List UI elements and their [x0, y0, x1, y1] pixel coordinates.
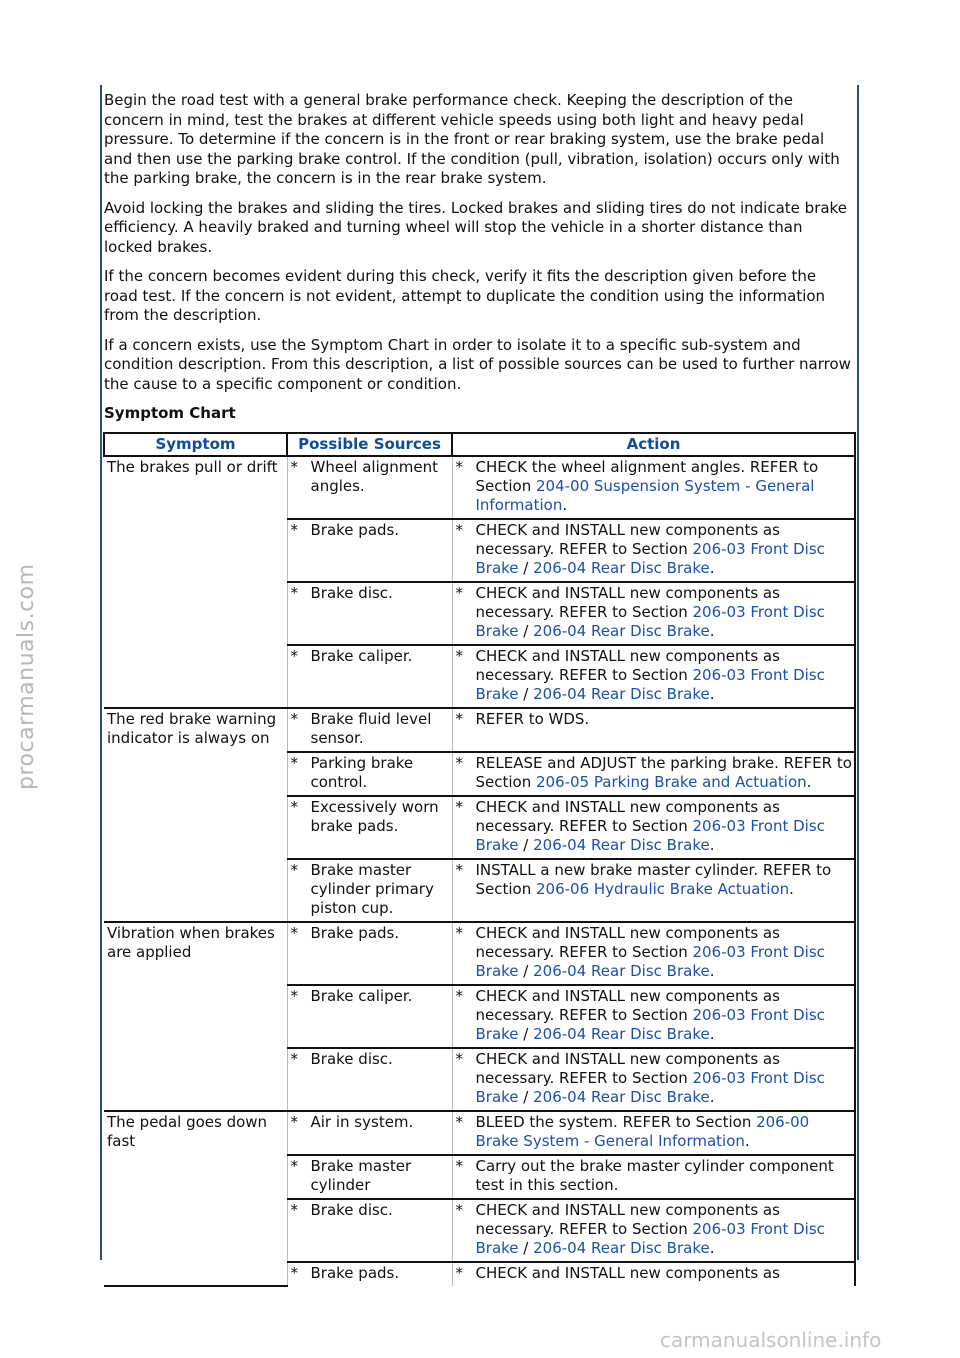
bullet-star: * [290, 754, 298, 772]
action [456, 710, 853, 729]
page-content [104, 91, 854, 1287]
section-link[interactable]: 206-04 Rear Disc Brake [533, 1088, 710, 1106]
action-text: INSTALL a new brake master cylinder. REFER to Section 206-06 Hydraulic Brake Actuation. [475, 861, 832, 898]
possible-source-cell [287, 1155, 452, 1199]
bullet-star: * [455, 1050, 463, 1068]
action-text: CHECK and INSTALL new components as necessary. REFER to Section 206-03 Front Disc Brake / 206-04 Rear Disc Brake. [475, 1050, 825, 1106]
bullet-star: * [455, 521, 463, 539]
possible-source-text: Brake master cylinder primary piston cup. [310, 861, 434, 917]
bullet-star: * [290, 924, 298, 942]
possible-source [291, 647, 450, 666]
action [456, 987, 853, 1044]
action [456, 861, 853, 899]
symptom-cell: The pedal goes down fast [104, 1111, 287, 1286]
bullet-star: * [290, 798, 298, 816]
possible-source [291, 521, 450, 540]
right-page-rule [857, 85, 859, 1260]
section-link[interactable]: 206-04 Rear Disc Brake [533, 836, 710, 854]
section-link[interactable]: 206-00 Brake System - General Information [475, 1113, 810, 1150]
header-possible-sources: Possible Sources [287, 433, 452, 456]
possible-source [291, 861, 450, 918]
possible-source [291, 584, 450, 603]
bullet-star: * [455, 1201, 463, 1219]
bullet-star: * [455, 1264, 463, 1282]
section-link[interactable]: 206-03 Front Disc Brake [475, 817, 825, 854]
table-row [104, 922, 855, 985]
possible-source [291, 1050, 450, 1069]
possible-source-text: Brake disc. [310, 584, 393, 602]
possible-source-text: Brake disc. [310, 1050, 393, 1068]
action-text: CHECK and INSTALL new components as necessary. REFER to Section 206-03 Front Disc Brake / 206-04 Rear Disc Brake. [475, 1201, 825, 1257]
symptom-cell: Vibration when brakes are applied [104, 922, 287, 1111]
action [456, 1050, 853, 1107]
possible-source-text: Wheel alignment angles. [310, 458, 439, 495]
action-text: CHECK and INSTALL new components as necessary. REFER to Section 206-03 Front Disc Brake / 206-04 Rear Disc Brake. [475, 647, 825, 703]
possible-source-cell [287, 708, 452, 752]
bullet-star: * [290, 584, 298, 602]
possible-source [291, 754, 450, 792]
bullet-star: * [455, 458, 463, 476]
action [456, 521, 853, 578]
section-link[interactable]: 206-04 Rear Disc Brake [533, 685, 710, 703]
intro-paragraph-3: If the concern becomes evident during this check, verify it fits the description given before the road test. If the concern is not evident, attempt to duplicate the condition using the information from the description. [104, 267, 826, 324]
section-link[interactable]: 206-03 Front Disc Brake [475, 1069, 825, 1106]
section-link[interactable]: 206-04 Rear Disc Brake [533, 1239, 710, 1257]
action-cell [452, 796, 855, 859]
symptom-chart-heading: Symptom Chart [104, 404, 236, 422]
symptom-cell: The brakes pull or drift [104, 456, 287, 708]
bullet-star: * [290, 521, 298, 539]
action-text: CHECK and INSTALL new components as necessary. REFER to Section 206-03 Front Disc Brake / 206-04 Rear Disc Brake. [475, 924, 825, 980]
possible-source-text: Brake caliper. [310, 987, 413, 1005]
action-cell [452, 582, 855, 645]
action-cell [452, 1262, 855, 1286]
action-cell [452, 1111, 855, 1155]
action [456, 584, 853, 641]
section-link[interactable]: 206-05 Parking Brake and Actuation [536, 773, 807, 791]
section-link[interactable]: 206-04 Rear Disc Brake [533, 1025, 710, 1043]
action [456, 1113, 853, 1151]
action-text: CHECK and INSTALL new components as necessary. REFER to Section 206-03 Front Disc Brake / 206-04 Rear Disc Brake. [475, 584, 825, 640]
possible-source-cell [287, 456, 452, 519]
bullet-star: * [290, 987, 298, 1005]
action-cell [452, 752, 855, 796]
bullet-star: * [455, 710, 463, 728]
possible-source-cell [287, 922, 452, 985]
bullet-star: * [290, 1201, 298, 1219]
table-row [104, 708, 855, 752]
symptom-cell: The red brake warning indicator is always on [104, 708, 287, 922]
possible-source-text: Brake pads. [310, 1264, 400, 1282]
table-header-row [104, 433, 855, 456]
intro-paragraph-1: Begin the road test with a general brake performance check. Keeping the description of the concern in mind, test the brakes at different vehicle speeds using both light and heavy pedal pressure. To determine if the concern is in the front or rear braking system, use the brake pedal and then use the parking brake control. If the condition (pull, vibration, isolation) occurs only with the parking brake, the concern is in the rear brake system. [104, 91, 840, 187]
side-watermark: procarmanuals.com [14, 563, 39, 790]
action [456, 1264, 853, 1283]
section-link[interactable]: 206-04 Rear Disc Brake [533, 559, 710, 577]
section-link[interactable]: 206-03 Front Disc Brake [475, 1220, 825, 1257]
possible-source-text: Brake fluid level sensor. [310, 710, 432, 747]
possible-source-cell [287, 796, 452, 859]
possible-source [291, 1157, 450, 1195]
possible-source [291, 798, 450, 836]
section-link[interactable]: 206-04 Rear Disc Brake [533, 622, 710, 640]
section-link[interactable]: 206-03 Front Disc Brake [475, 666, 825, 703]
action [456, 458, 853, 515]
action [456, 924, 853, 981]
action-cell [452, 456, 855, 519]
intro-paragraph-4: If a concern exists, use the Symptom Chart in order to isolate it to a specific sub-system and condition description. From this description, a list of possible sources can be used to further narrow the cause to a specific component or condition. [104, 335, 851, 393]
possible-source-text: Brake pads. [310, 924, 400, 942]
action-cell [452, 1155, 855, 1199]
bullet-star: * [455, 798, 463, 816]
possible-source [291, 924, 450, 943]
action-cell [452, 859, 855, 922]
table-body [104, 456, 855, 1286]
bullet-star: * [290, 1113, 298, 1131]
possible-source [291, 458, 450, 496]
bullet-star: * [290, 1264, 298, 1282]
section-link[interactable]: 206-03 Front Disc Brake [475, 603, 825, 640]
possible-source-cell [287, 582, 452, 645]
action-text: RELEASE and ADJUST the parking brake. REFER to Section 206-05 Parking Brake and Actuation. [475, 754, 852, 791]
possible-source-cell [287, 985, 452, 1048]
action-cell [452, 519, 855, 582]
action-cell [452, 1199, 855, 1262]
header-symptom: Symptom [104, 433, 287, 456]
bullet-star: * [290, 458, 298, 476]
action-text: CHECK and INSTALL new components as necessary. REFER to Section 206-03 Front Disc Brake / 206-04 Rear Disc Brake. [475, 521, 825, 577]
section-link[interactable]: 206-03 Front Disc Brake [475, 943, 825, 980]
action-cell [452, 985, 855, 1048]
possible-source-cell [287, 645, 452, 708]
possible-source-text: Air in system. [310, 1113, 414, 1131]
table-row [104, 456, 855, 519]
bullet-star: * [455, 754, 463, 772]
header-action: Action [452, 433, 855, 456]
bullet-star: * [455, 584, 463, 602]
possible-source-text: Brake master cylinder [310, 1157, 412, 1194]
possible-source-text: Brake pads. [310, 521, 400, 539]
action [456, 754, 853, 792]
table-row [104, 1111, 855, 1155]
possible-source-text: Excessively worn brake pads. [310, 798, 439, 835]
action [456, 1157, 853, 1195]
possible-source-cell [287, 859, 452, 922]
action-text: CHECK and INSTALL new components as necessary. REFER to Section 206-03 Front Disc Brake / 206-04 Rear Disc Brake. [475, 987, 825, 1043]
possible-source-text: Parking brake control. [310, 754, 414, 791]
action-cell [452, 645, 855, 708]
possible-source-cell [287, 1111, 452, 1155]
left-page-rule [100, 85, 102, 1260]
action-text: CHECK the wheel alignment angles. REFER to Section 204-00 Suspension System - General Information. [475, 458, 819, 514]
action-text: CHECK and INSTALL new components as [475, 1264, 780, 1282]
possible-source-text: Brake caliper. [310, 647, 413, 665]
section-link[interactable]: 206-03 Front Disc Brake [475, 1006, 825, 1043]
possible-source-text: Brake disc. [310, 1201, 393, 1219]
action [456, 1201, 853, 1258]
bullet-star: * [290, 710, 298, 728]
possible-source-cell [287, 1262, 452, 1286]
section-link[interactable]: 206-03 Front Disc Brake [475, 540, 825, 577]
possible-source-cell [287, 1048, 452, 1111]
bullet-star: * [455, 1113, 463, 1131]
bullet-star: * [455, 924, 463, 942]
action-cell [452, 708, 855, 752]
action [456, 647, 853, 704]
action-text: CHECK and INSTALL new components as necessary. REFER to Section 206-03 Front Disc Brake / 206-04 Rear Disc Brake. [475, 798, 825, 854]
bullet-star: * [290, 1157, 298, 1175]
action-text: Carry out the brake master cylinder component test in this section. [475, 1157, 834, 1194]
action-text: BLEED the system. REFER to Section 206-00 Brake System - General Information. [475, 1113, 810, 1150]
section-link[interactable]: 204-00 Suspension System - General Information [475, 477, 815, 514]
possible-source [291, 1113, 450, 1132]
bottom-watermark: carmanualsonline.info [660, 1328, 882, 1352]
bullet-star: * [455, 861, 463, 879]
possible-source [291, 1201, 450, 1220]
bullet-star: * [290, 647, 298, 665]
section-link[interactable]: 206-04 Rear Disc Brake [533, 962, 710, 980]
possible-source-cell [287, 752, 452, 796]
possible-source-cell [287, 1199, 452, 1262]
possible-source [291, 987, 450, 1006]
intro-paragraph-2: Avoid locking the brakes and sliding the tires. Locked brakes and sliding tires do not indicate brake efficiency. A heavily braked and turning wheel will stop the vehicle in a shorter distance than locked brakes. [104, 198, 847, 256]
action-text: REFER to WDS. [475, 710, 590, 728]
bullet-star: * [290, 1050, 298, 1068]
action-cell [452, 1048, 855, 1111]
possible-source [291, 710, 450, 748]
action [456, 798, 853, 855]
possible-source [291, 1264, 450, 1283]
symptom-chart-table [103, 432, 856, 1287]
possible-source-cell [287, 519, 452, 582]
section-link[interactable]: 206-06 Hydraulic Brake Actuation [536, 880, 790, 898]
bullet-star: * [455, 1157, 463, 1175]
bullet-star: * [290, 861, 298, 879]
action-cell [452, 922, 855, 985]
bullet-star: * [455, 647, 463, 665]
bullet-star: * [455, 987, 463, 1005]
